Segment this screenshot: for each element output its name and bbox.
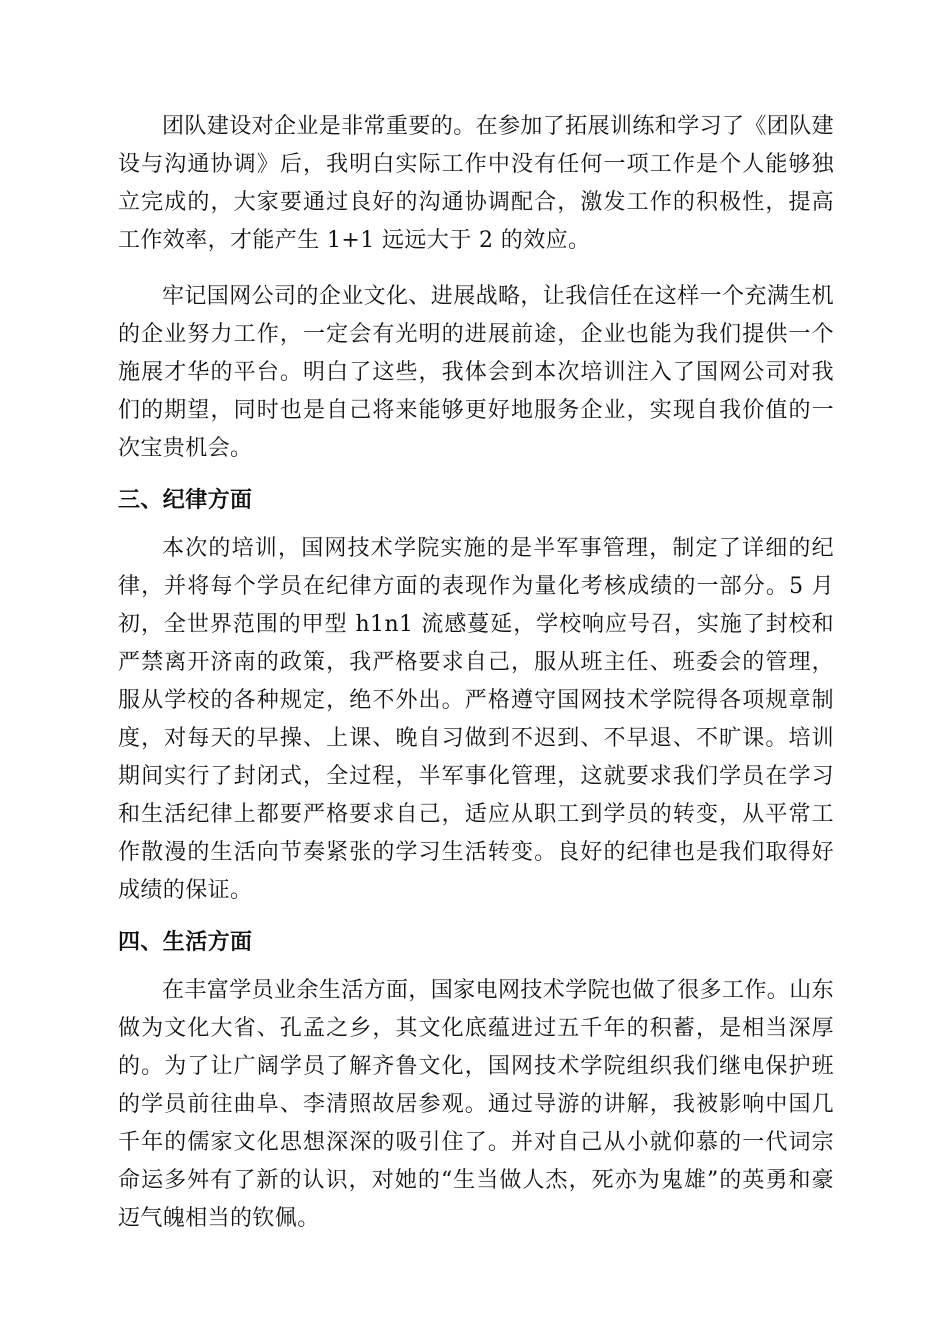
section-heading-discipline: 三、纪律方面 — [118, 488, 253, 513]
paragraph-discipline: 本次的培训，国网技术学院实施的是半军事管理，制定了详细的纪律，并将每个学员在纪律方面的表现作为量化考核成绩的一部分。5 月初，全世界范围的甲型 h1n1 流感蔓延，学校响应号召，实施了封校和严禁离开济南的政策，我严格要求自己，服从班主任、班委会的管理，服从学校的各种规定，绝不外出。严格遵守国网技术学院得各项规章制度，对每天的早操、上课、晚自习做到不迟到、不早退、不旷课。培训期间实行了封闭式，全过程，半军事化管理，这就要求我们学员在学习和生活纪律上都要严格要求自己，适应从职工到学员的转变，从平常工作散漫的生活向节奏紧张的学习生活转变。良好的纪律也是我们取得好成绩的保证。 — [118, 536, 834, 903]
paragraph-life: 在丰富学员业余生活方面，国家电网技术学院也做了很多工作。山东做为文化大省、孔孟之乡，其文化底蕴进过五千年的积蓄，是相当深厚的。为了让广阔学员了解齐鲁文化，国网技术学院组织我们继电保护班的学员前往曲阜、李清照故居参观。通过导游的讲解，我被影响中国几千年的儒家文化思想深深的吸引住了。并对自己从小就仰慕的一代词宗命运多舛有了新的认识，对她的“生当做人杰，死亦为鬼雄”的英勇和豪迈气魄相当的钦佩。 — [118, 978, 835, 1231]
section-heading-life: 四、生活方面 — [118, 930, 253, 955]
paragraph-team-building: 团队建设对企业是非常重要的。在参加了拓展训练和学习了《团队建设与沟通协调》后，我明白实际工作中没有任何一项工作是个人能够独立完成的，大家要通过良好的沟通协调配合，激发工作的积极性，提高工作效率，才能产生 1+1 远远大于 2 的效应。 — [118, 114, 835, 253]
paragraph-corporate-culture: 牢记国网公司的企业文化、进展战略，让我信任在这样一个充满生机的企业努力工作，一定会有光明的进展前途，企业也能为我们提供一个施展才华的平台。明白了这些，我体会到本次培训注入了国网公司对我们的期望，同时也是自己将来能够更好地服务企业，实现自我价值的一次宝贵机会。 — [118, 284, 835, 461]
document-body — [118, 108, 834, 1238]
